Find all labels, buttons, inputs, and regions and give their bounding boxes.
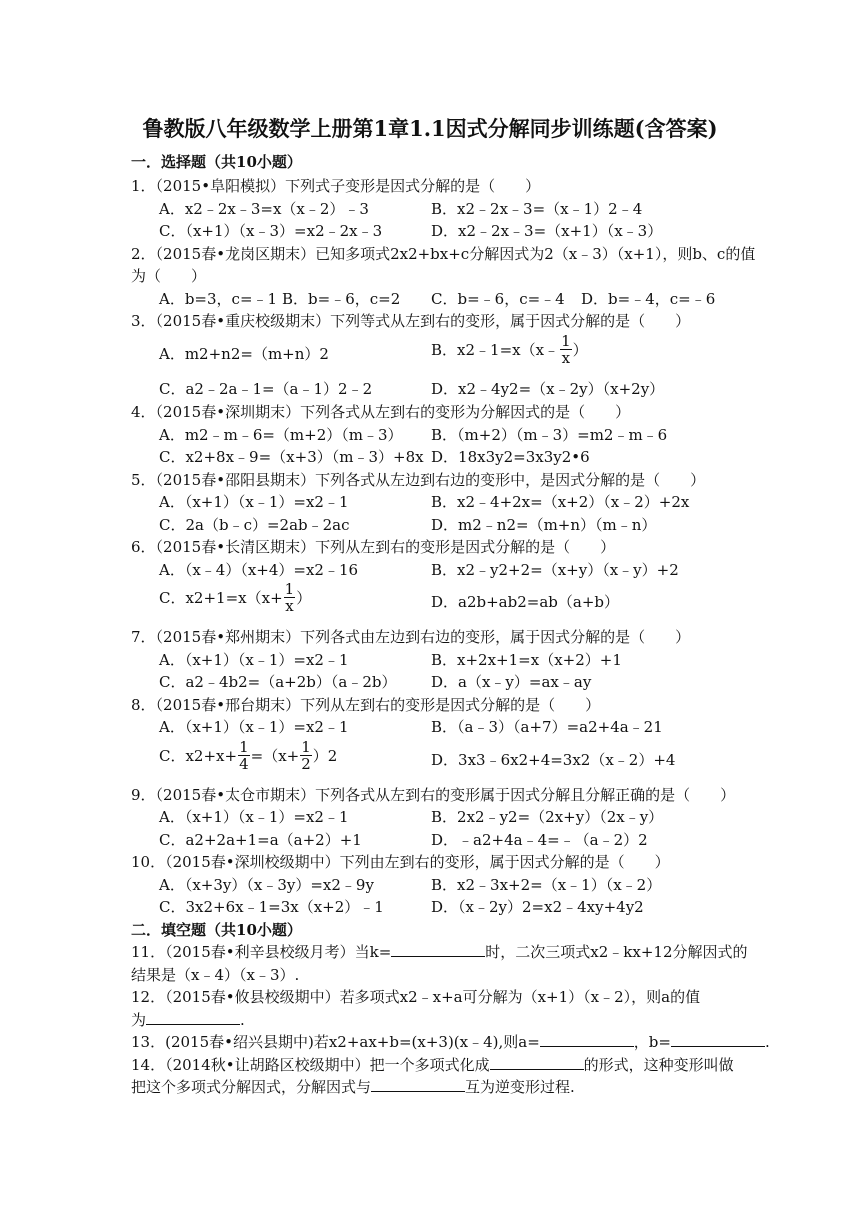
question-1-option-c: C．（x+1）（x﹣3）=x2﹣2x﹣3 (159, 222, 383, 240)
question-11-line-2: 结果是（x﹣4）（x﹣3）. (131, 966, 300, 984)
question-4-option-a: A．m2﹣m﹣6=（m+2）（m﹣3） (159, 426, 403, 444)
question-1-stem: 1．（2015•阜阳模拟）下列式子变形是因式分解的是（ ） (131, 177, 541, 195)
question-2-stem: 2．（2015春•龙岗区期末）已知多项式2x2+bx+c分解因式为2（x﹣3）（x+1），则b、c的值 (131, 245, 756, 263)
question-13-line: 13．(2015春•绍兴县期中)若x2+ax+b=(x+3)(x﹣4),则a= ，b= . (131, 1033, 770, 1051)
question-1-option-a: A．x2﹣2x﹣3=x（x﹣2）﹣3 (159, 200, 369, 218)
question-2-option-d: D．b=﹣4，c=﹣6 (581, 290, 716, 308)
question-11-line-1: 11．（2015春•利辛县校级月考）当k= 时，二次三项式x2﹣kx+12分解因式的 (131, 943, 748, 961)
question-10-stem: 10．（2015春•深圳校级期中）下列由左到右的变形，属于因式分解的是（ ） (131, 853, 670, 871)
question-6-option-a: A．（x﹣4）（x+4）=x2﹣16 (159, 561, 359, 579)
document-title: 鲁教版八年级数学上册第1章1.1因式分解同步训练题(含答案) (142, 116, 718, 141)
question-7-option-c: C．a2﹣4b2=（a+2b）（a﹣2b） (159, 673, 397, 691)
question-7-option-b: B．x+2x+1=x（x+2）+1 (431, 651, 622, 669)
question-3-option-d: D．x2﹣4y2=（x﹣2y）（x+2y） (431, 380, 665, 398)
fraction: $\frac{1}{4}$ (239, 738, 249, 773)
question-4-option-b: B．（m+2）（m﹣3）=m2﹣m﹣6 (431, 426, 668, 444)
question-7-option-a: A．（x+1）（x﹣1）=x2﹣1 (159, 651, 349, 669)
question-8-stem: 8．（2015春•邢台期末）下列从左到右的变形是因式分解的是（ ） (131, 696, 601, 714)
answer-blank[interactable] (540, 1032, 634, 1047)
question-10-option-d: D．（x﹣2y）2=x2﹣4xy+4y2 (431, 898, 644, 916)
question-9-option-c: C．a2+2a+1=a（a+2）+1 (159, 831, 362, 849)
question-5-option-a: A．（x+1）（x﹣1）=x2﹣1 (159, 493, 349, 511)
question-10-option-a: A．（x+3y）（x﹣3y）=x2﹣9y (159, 876, 374, 894)
question-5-option-b: B．x2﹣4+2x=（x+2）（x﹣2）+2x (431, 493, 690, 511)
question-9-option-a: A．（x+1）（x﹣1）=x2﹣1 (159, 808, 349, 826)
section-fill-heading: 二．填空题（共10小题） (131, 921, 302, 939)
question-8-option-b: B．（a﹣3）（a+7）=a2+4a﹣21 (431, 718, 663, 736)
question-3-option-c: C．a2﹣2a﹣1=（a﹣1）2﹣2 (159, 380, 373, 398)
question-8-option-a: A．（x+1）（x﹣1）=x2﹣1 (159, 718, 349, 736)
question-2-option-c: C．b=﹣6，c=﹣4 (431, 290, 565, 308)
question-2-option-a: A．b=3，c=﹣1 (159, 290, 278, 308)
fraction: $\frac{1}{x}$ (284, 580, 295, 615)
question-5-stem: 5．（2015春•邵阳县期末）下列各式从左边到右边的变形中，是因式分解的是（ ） (131, 471, 706, 489)
question-9-stem: 9．（2015春•太仓市期末）下列各式从左到右的变形属于因式分解且分解正确的是（ ） (131, 786, 736, 804)
question-14-line-2: 把这个多项式分解因式，分解因式与 互为逆变形过程. (131, 1078, 575, 1096)
question-4-stem: 4．（2015春•深圳期末）下列各式从左到右的变形为分解因式的是（ ） (131, 403, 631, 421)
question-12-line-1: 12．（2015春•攸县校级期中）若多项式x2﹣x+a可分解为（x+1）（x﹣2），则a的值 (131, 988, 701, 1006)
question-10-option-c: C．3x2+6x﹣1=3x（x+2）﹣1 (159, 898, 384, 916)
question-3-option-a: A．m2+n2=（m+n）2 (159, 345, 329, 363)
question-5-option-d: D．m2﹣n2=（m+n）（m﹣n） (431, 516, 657, 534)
question-3-stem: 3．（2015春•重庆校级期末）下列等式从左到右的变形，属于因式分解的是（ ） (131, 312, 691, 330)
question-10-option-b: B．x2﹣3x+2=（x﹣1）（x﹣2） (431, 876, 662, 894)
fraction: $\frac{1}{2}$ (301, 738, 311, 773)
question-7-stem: 7．（2015春•郑州期末）下列各式由左边到右边的变形，属于因式分解的是（ ） (131, 628, 691, 646)
question-6-option-d: D．a2b+ab2=ab（a+b） (431, 593, 619, 611)
question-4-option-c: C．x2+8x﹣9=（x+3）（m﹣3）+8x (159, 448, 424, 466)
question-1-option-d: D．x2﹣2x﹣3=（x+1）（x﹣3） (431, 222, 663, 240)
answer-blank[interactable] (490, 1055, 584, 1070)
answer-blank[interactable] (671, 1032, 765, 1047)
question-6-option-c: C．x2+1=x（x+ $\frac{1}{x}$ ） (159, 580, 312, 615)
question-7-option-d: D．a（x﹣y）=ax﹣ay (431, 673, 592, 691)
question-4-option-d: D．18x3y2=3x3y2•6 (431, 448, 590, 466)
answer-blank[interactable] (371, 1077, 465, 1092)
question-3-option-b: B．x2﹣1=x（x﹣ $\frac{1}{x}$ ） (431, 332, 588, 367)
question-6-stem: 6．（2015春•长清区期末）下列从左到右的变形是因式分解的是（ ） (131, 538, 616, 556)
fraction: $\frac{1}{x}$ (561, 332, 571, 367)
question-12-line-2: 为 . (131, 1011, 245, 1029)
question-8-option-c: C．x2+x+ $\frac{1}{4}$ =（x+ $\frac{1}{2}$ ）2 (159, 738, 338, 773)
question-9-option-b: B．2x2﹣y2=（2x+y）（2x﹣y） (431, 808, 664, 826)
question-14-line-1: 14．（2014秋•让胡路区校级期中）把一个多项式化成 的形式，这种变形叫做 (131, 1056, 734, 1074)
question-6-option-b: B．x2﹣y2+2=（x+y）（x﹣y）+2 (431, 561, 679, 579)
question-1-option-b: B．x2﹣2x﹣3=（x﹣1）2﹣4 (431, 200, 643, 218)
section-choice-heading: 一．选择题（共10小题） (131, 153, 302, 171)
answer-blank[interactable] (146, 1010, 240, 1025)
answer-blank[interactable] (391, 942, 485, 957)
question-2-stem-continued: 为（ ） (131, 267, 207, 285)
question-5-option-c: C．2a（b﹣c）=2ab﹣2ac (159, 516, 350, 534)
question-2-option-b: B．b=﹣6，c=2 (282, 290, 401, 308)
question-9-option-d: D．﹣a2+4a﹣4=﹣（a﹣2）2 (431, 831, 648, 849)
question-8-option-d: D．3x3﹣6x2+4=3x2（x﹣2）+4 (431, 751, 676, 769)
